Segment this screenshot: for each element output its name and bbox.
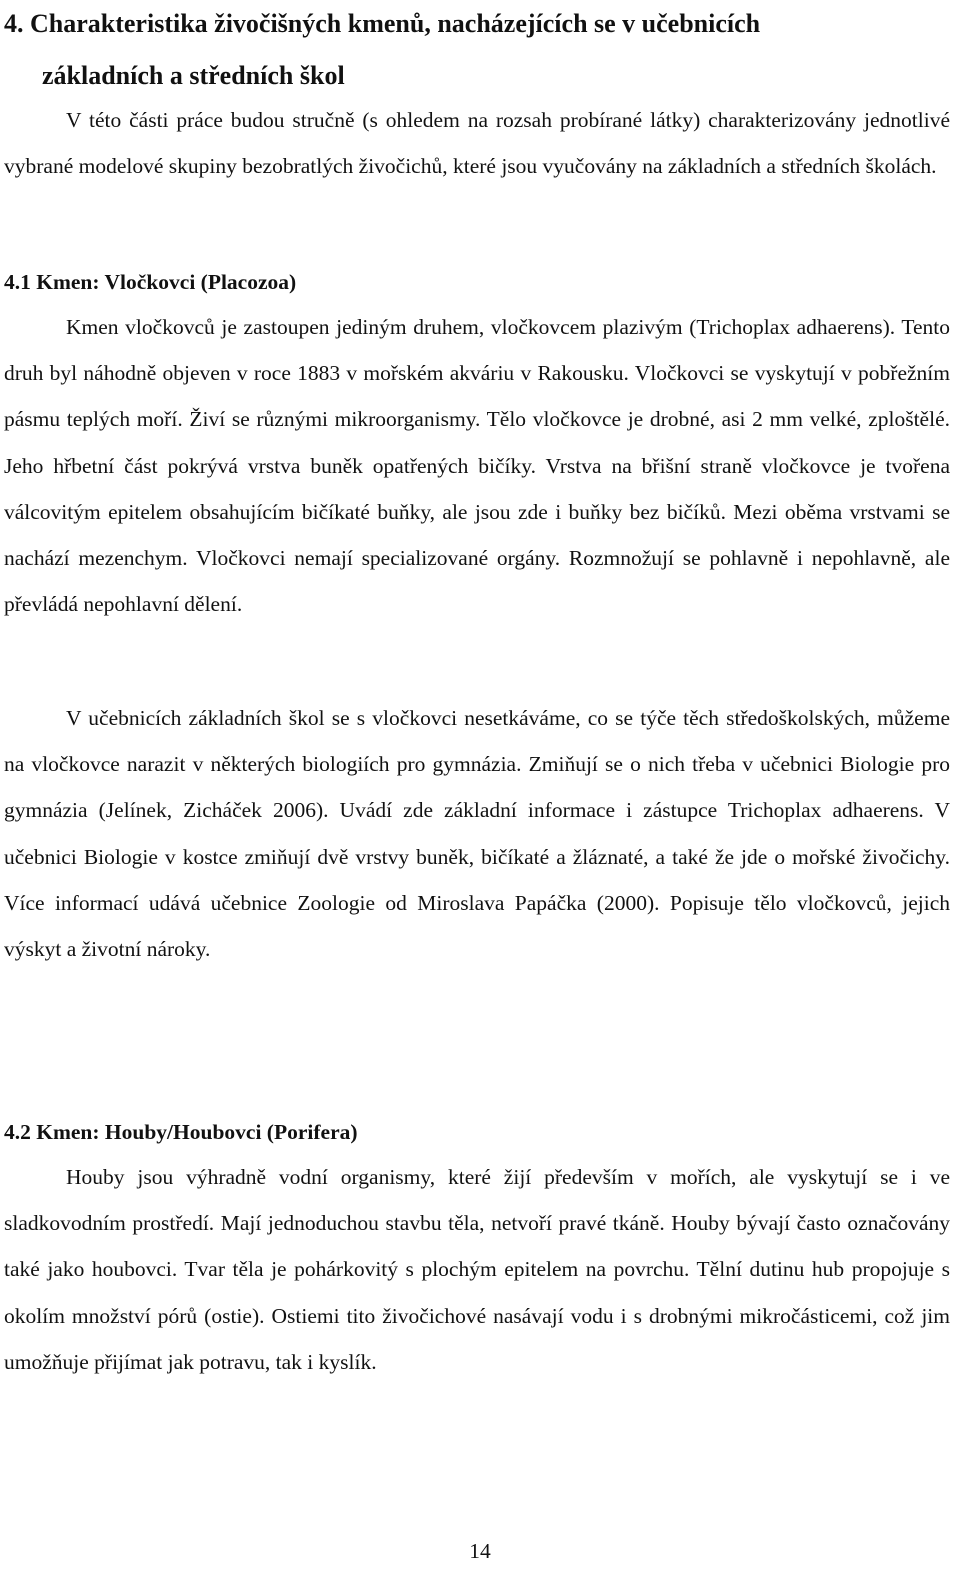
chapter-title-line1: 4. Charakteristika živočišných kmenů, nacházejících se v učebnicích — [4, 9, 761, 38]
porifera-paragraph-1: Houby jsou výhradně vodní organismy, které žijí především v mořích, ale vyskytují se i ve sladkovodním prostředí. Mají jednoduchou stavbu těla, netvoří pravé tkáně. Houby bývají často označovány také jako houbovci. Tvar těla je pohárkovitý s plochým epitelem na povrchu. Tělní dutinu hub propojuje s okolím množství pórů (ostie). Ostiemi tito živočichové nasávají vodu i s drobnými mikročásticemi, což jim umožňuje přijímat jak potravu, tak i kyslík. — [4, 1165, 950, 1374]
section-heading-placozoa: 4.1 Kmen: Vločkovci (Placozoa) — [4, 270, 297, 294]
chapter-title-line2: základních a středních škol — [42, 61, 345, 90]
chapter-intro-paragraph: V této části práce budou stručně (s ohledem na rozsah probírané látky) charakterizovány jednotlivé vybrané modelové skupiny bezobratlých živočichů, které jsou vyučovány na základních a středních školách. — [4, 108, 950, 179]
placozoa-paragraph-1: Kmen vločkovců je zastoupen jediným druhem, vločkovcem plazivým (Trichoplax adhaerens). Tento druh byl náhodně objeven v roce 1883 v mořském akváriu v Rakousku. Vločkovci se vyskytují v pobřežním pásmu teplých moří. Živí se různými mikroorganismy. Tělo vločkovce je drobné, asi 2 mm velké, zploštělé. Jeho hřbetní část pokrývá vrstva buněk opatřených bičíky. Vrstva na břišní straně vločkovce je tvořena válcovitým epitelem obsahujícím bičíkaté buňky, ale jsou zde i buňky bez bičíků. Mezi oběma vrstvami se nachází mezenchym. Vločkovci nemají specializované orgány. Rozmnožují se pohlavně i nepohlavně, ale převládá nepohlavní dělení. — [4, 315, 950, 617]
page-number: 14 — [469, 1539, 491, 1563]
chapter-title — [4, 0, 950, 102]
placozoa-paragraph-2: V učebnicích základních škol se s vločkovci nesetkáváme, co se týče těch středoškolských, můžeme na vločkovce narazit v některých biologiích pro gymnázia. Zmiňují se o nich třeba v učebnici Biologie pro gymnázia (Jelínek, Zicháček 2006). Uvádí zde základní informace i zástupce Trichoplax adhaerens. V učebnici Biologie v kostce zmiňují dvě vrstvy buněk, bičíkaté a žláznaté, a také že jde o mořské živočichy. Více informací udává učebnice Zoologie od Miroslava Papáčka (2000). Popisuje tělo vločkovců, jejich výskyt a životní nároky. — [4, 706, 950, 962]
section-heading-porifera: 4.2 Kmen: Houby/Houbovci (Porifera) — [4, 1120, 358, 1144]
